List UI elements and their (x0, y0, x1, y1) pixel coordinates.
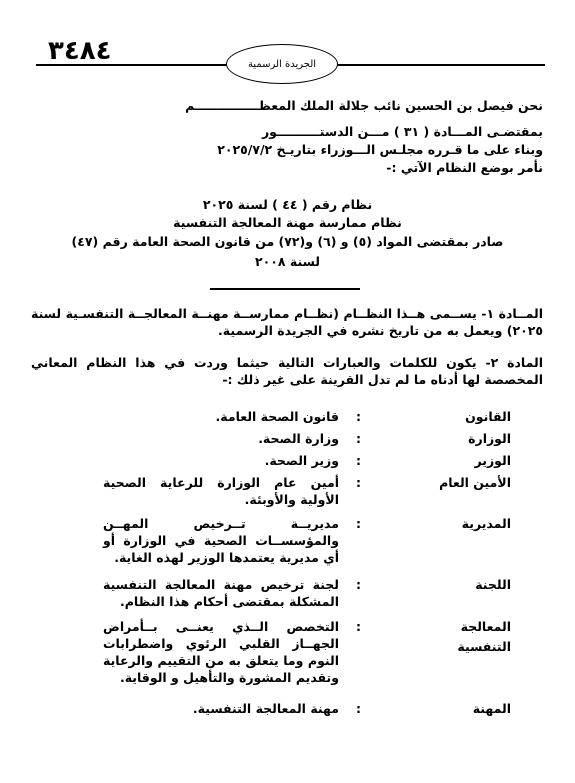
definition-term: الوزير (474, 453, 511, 468)
definition-colon: : (356, 475, 361, 490)
gazette-title: الجريدة الرسمية (247, 58, 317, 70)
definition-item (0, 515, 575, 565)
definition-term: القانون (465, 409, 511, 424)
regulation-issued: صادر بمقتضى المواد (٥) و (٦) و(٧٢) من قانون الصحة العامة رقم (٤٧) (71, 234, 504, 249)
preamble-line-3: وبناء على ما قـرره مجلـس الـــوزراء بتاريـخ ٢٠٢٥/٧/٢ (217, 142, 543, 157)
definition-text: أمين عام الوزارة للرعاية الصحية الأولية والأوبئة. (103, 475, 339, 507)
preamble-line-4: نأمر بوضع النظام الآتي :- (386, 160, 543, 175)
definition-colon: : (356, 409, 361, 424)
definition-text: لجنة ترخيص مهنة المعالجة التنفسية المشكلة بمقتضى أحكام هذا النظام. (103, 577, 339, 609)
article-2: المادة ٢- يكون للكلمات والعبارات التالية حيثما وردت في هذا النظام المعاني المخصصة لها أدناه ما لم تدل القرينة على غير ذلك :- (31, 355, 543, 387)
preamble-line-1: نحن فيصل بن الحسين نائب جلالة الملك المعظـــــــــــــــم (185, 98, 543, 113)
definition-item (0, 700, 575, 717)
definition-term: المعالجة (460, 619, 511, 634)
definition-colon: : (356, 516, 361, 531)
definition-item (0, 618, 575, 685)
definition-term-line-2: التنفسية (457, 639, 511, 654)
definition-text: مديريــة تــرخيص المهــن والمؤسســات الصحية في الوزارة أو أي مديرية يعتمدها الوزير لهذه الغاية. (103, 516, 339, 565)
article-1: المــادة ١- يســمى هــذا النظــام (نظــام ممارســة مهنــة المعالجــة التنفسـية لسنة ٢٠٢٥) ويعمل به من تاريخ نشره في الجريدة الرسمية. (31, 306, 543, 338)
definition-term: الوزارة (468, 431, 511, 446)
definition-item (0, 408, 575, 425)
regulation-number: نظام رقم ( ٤٤ ) لسنة ٢٠٢٥ (202, 197, 373, 212)
definition-text: وزير الصحة. (264, 453, 339, 468)
definition-colon: : (356, 701, 361, 716)
preamble-line-2: بمقتضـى المـــادة ( ٣١ ) مـــن الدستــــــــــور (261, 124, 543, 139)
definition-colon: : (356, 453, 361, 468)
definition-term: اللجنة (475, 577, 511, 592)
definition-item (0, 452, 575, 469)
definition-colon: : (356, 431, 361, 446)
definition-term: المهنة (472, 701, 511, 716)
regulation-year: لسنة ٢٠٠٨ (255, 254, 320, 269)
definition-text: وزارة الصحة. (258, 431, 339, 446)
definition-text: مهنة المعالجة التنفسية. (192, 701, 339, 716)
definition-item (0, 474, 575, 507)
gazette-title-oval (226, 44, 338, 84)
regulation-title: نظام ممارسة مهنة المعالجة التنفسية (173, 215, 402, 230)
definition-colon: : (356, 577, 361, 592)
definition-colon: : (356, 619, 361, 634)
definition-term: المديرية (461, 516, 511, 531)
definition-text: قانون الصحة العامة. (215, 409, 339, 424)
definition-item (0, 430, 575, 447)
definition-term: الأمين العام (439, 475, 511, 490)
section-divider (210, 288, 360, 290)
definition-item (0, 576, 575, 609)
definition-text: التخصص الــذي يعنــى بــأمراض الجهــاز القلبي الرئوي واضطرابات النوم وما يتعلق به من التقييم والرعاية وتقديم المشورة والتأهيل و الوقاية. (103, 619, 339, 685)
page-number: ٣٤٨٤ (48, 36, 112, 66)
